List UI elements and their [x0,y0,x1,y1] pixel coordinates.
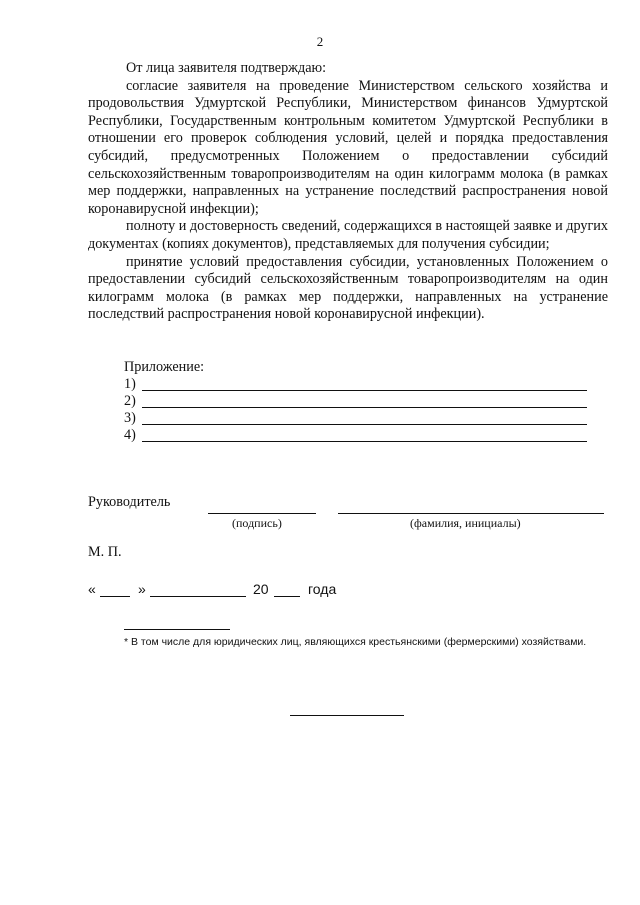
end-of-document-rule [290,715,404,716]
month-blank-line[interactable] [150,596,246,597]
page-number: 2 [316,34,324,49]
signatory-label: Руководитель [88,494,171,510]
annex-item-number: 1) [124,376,136,392]
annex-item [124,410,587,427]
stamp-label: М. П. [88,544,122,560]
annex-item-number: 4) [124,427,136,443]
date-close-quote: » [138,581,146,597]
paragraph-intro: От лица заявителя подтверждаю: [126,60,327,76]
annex-item-blank-line[interactable] [142,395,587,408]
annex-title: Приложение: [124,359,205,375]
annex-section [124,359,587,444]
paragraph-accuracy: полноту и достоверность сведений, содержащихся в настоящей заявке и других документах (копиях документов), представляемых для получения субсидии; [88,218,608,252]
annex-item [124,376,587,393]
year-prefix: 20 [253,581,269,597]
footnote-rule [124,629,230,630]
annex-item-blank-line[interactable] [142,429,587,442]
annex-item-blank-line[interactable] [142,378,587,391]
paragraph-acceptance: принятие условий предоставления субсидии, установленных Положением о предоставлении субсидий сельскохозяйственным товаропроизводителям на один килограмм молока (в рамках мер поддержки, направленных на устранение последствий распространения новой коронавирусной инфекции). [88,253,608,323]
year-suffix: года [308,581,337,597]
annex-item [124,427,587,444]
footnote-text: * В том числе для юридических лиц, являющихся крестьянскими (фермерскими) хозяйствами. [124,636,587,648]
paragraph-consent: согласие заявителя на проведение Министерством сельского хозяйства и продовольствия Удмуртской Республики, Министерством финансов Удмуртской Республики, Государственным контрольным комитетом Удмуртской Республики в отношении его проверок соблюдения условий, целей и порядка предоставления субсидий, предусмотренных Положением о предоставлении субсидий сельскохозяйственным товаропроизводителям на один килограмм молока (в рамках мер поддержки, направленных на устранение последствий распространения новой коронавирусной инфекции); [88,77,608,217]
name-caption: (фамилия, инициалы) [410,516,521,530]
day-blank-line[interactable] [100,596,130,597]
name-blank-line[interactable] [338,513,604,514]
annex-item-blank-line[interactable] [142,412,587,425]
date-open-quote: « [88,581,96,597]
confirmation-text [88,60,608,324]
annex-item-number: 3) [124,410,136,426]
signature-blank-line[interactable] [208,513,316,514]
annex-item [124,393,587,410]
year-blank-line[interactable] [274,596,300,597]
annex-item-number: 2) [124,393,136,409]
signature-caption: (подпись) [232,516,282,530]
